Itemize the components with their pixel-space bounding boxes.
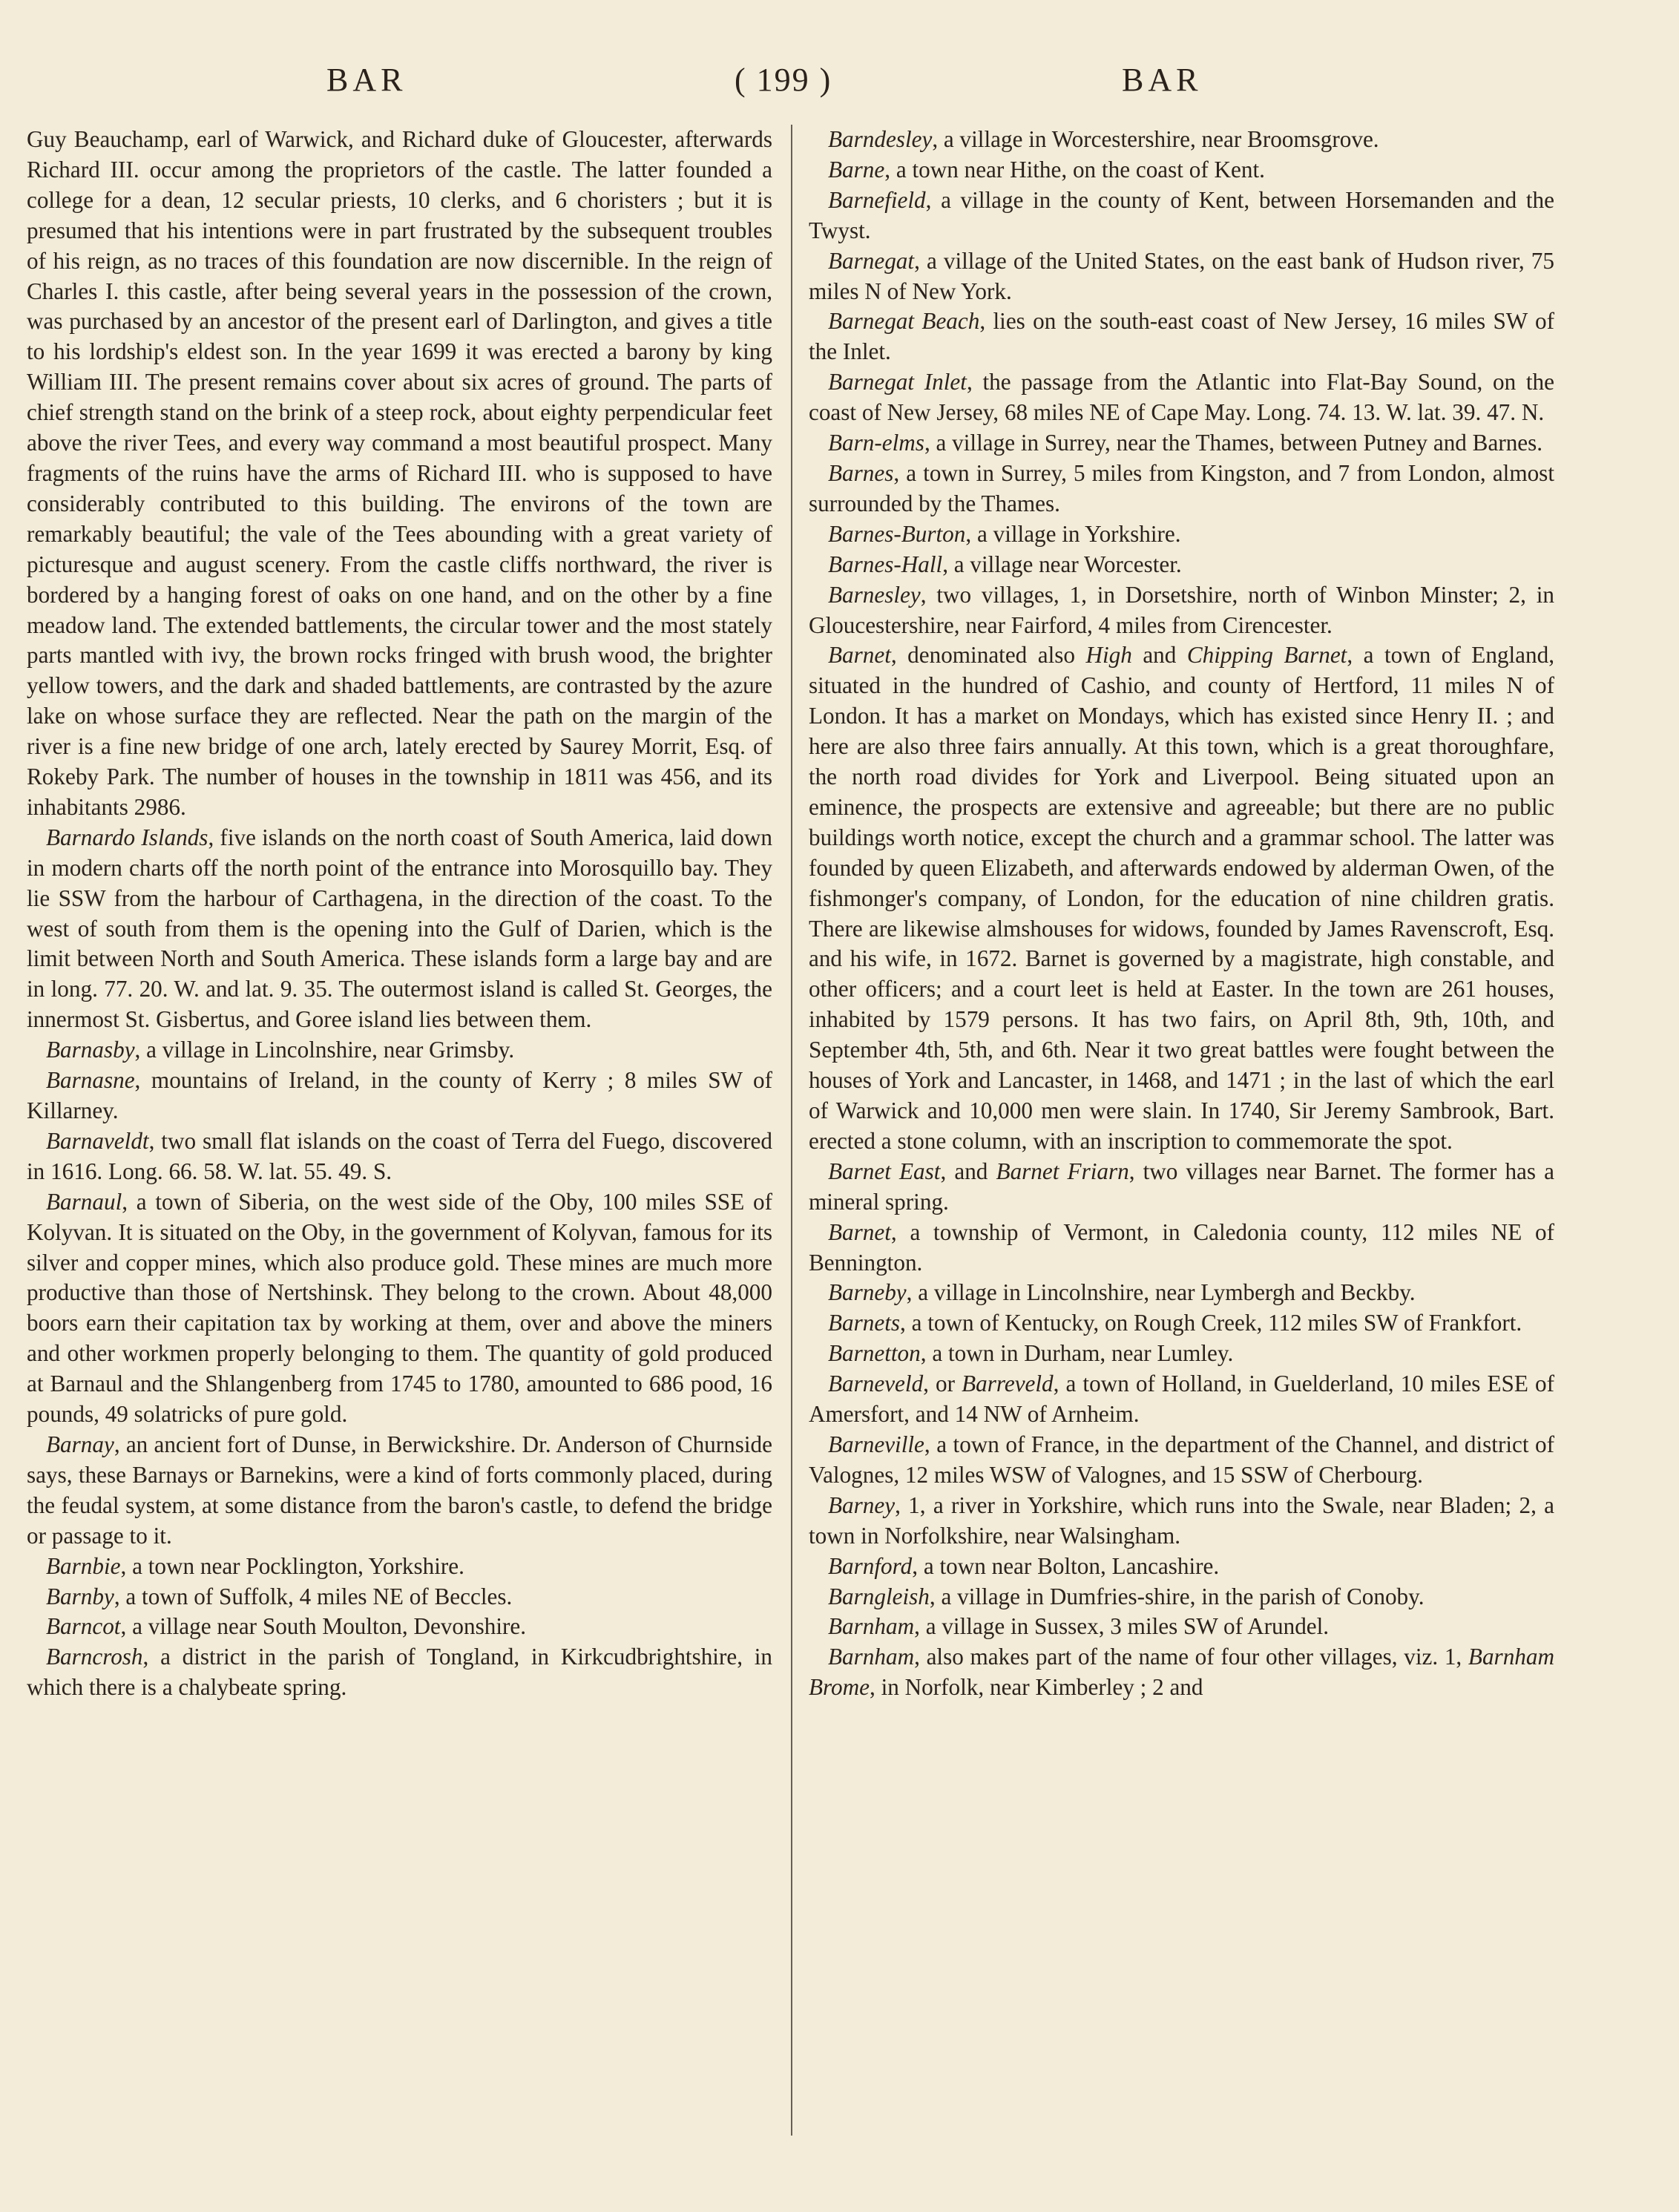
gazetteer-entry	[809, 459, 1554, 519]
column-divider	[791, 125, 792, 2136]
entry-term: Barnasby	[46, 1037, 135, 1063]
entry-term: Barnesley	[828, 581, 921, 608]
entry-text: , a village in Yorkshire.	[965, 520, 1181, 547]
entry-term: Barney	[828, 1491, 896, 1518]
entry-italic: Chipping Barnet	[1186, 642, 1347, 669]
running-head-left: BAR	[326, 62, 407, 98]
entry-text: , a town near Bolton, Lancashire.	[912, 1552, 1220, 1579]
entry-term: Barnegat Beach	[828, 308, 980, 335]
gazetteer-entry	[27, 1642, 772, 1703]
gazetteer-entry	[27, 1582, 772, 1612]
entry-text: , a town of Siberia, on the west side of the Oby, 100 miles SSE of Kolyvan. It is situated on the Oby, in the government of Kolyvan, famous for its silver and copper mines, which also produce gold. These mines are much more productive than those of Nertshinsk. They belong to the crown. About 48,000 boors earn their capitation tax by working at them, over and above the miners and other workmen properly belonging to them. The quantity of gold produced at Barnaul and the Shlangenberg from 1745 to 1780, amounted to 686 pood, 16 pounds, 49 solatricks of pure gold.	[27, 1188, 772, 1428]
running-head	[0, 61, 1679, 105]
entry-term: Barne	[828, 156, 885, 183]
entry-text: Guy Beauchamp, earl of Warwick, and Richard duke of Gloucester, afterwards Richard III. occur among the proprietors of the castle. The latter founded a college for a dean, 12 secular priests, 10 clerks, and 6 choristers ; but it is presumed that his intentions were in part frustrated by the subsequent troubles of his reign, as no traces of this foundation are now discernible. In the reign of Charles I. this castle, after being several years in the possession of the crown, was purchased by an ancestor of the present earl of Darlington, and gives a title to his lordship's eldest son. In the year 1699 it was erected a barony by king William III. The present remains cover about six acres of ground. The parts of chief strength stand on the brink of a steep rock, about eighty perpendicular feet above the river Tees, and every way command a most beautiful prospect. Many fragments of the ruins have the arms of Richard III. who is supposed to have considerably contributed to this building. The environs of the town are remarkably beautiful; the vale of the Tees abounding with a great variety of picturesque and august scenery. From the castle cliffs northward, the river is bordered by a hanging forest of oaks on one hand, and on the other by a fine meadow land. The extended battlements, the circular tower and the most stately parts mantled with ivy, the brown rocks fringed with brush wood, the brighter yellow towers, and the dark and shaded battlements, are contrasted by the azure lake on whose surface they are reflected. Near the path on the margin of the river is a fine new bridge of one arch, lately erected by Saurey Morrit, Esq. of Rokeby Park. The number of houses in the township in 1811 was 456, and its inhabitants 2986.	[27, 126, 772, 820]
entry-term: Barncrosh	[46, 1644, 143, 1670]
entry-term: Barnets	[828, 1310, 901, 1336]
entry-text: , a village in Dumfries-shire, in the parish of Conoby.	[929, 1583, 1425, 1609]
entry-term: Barncot	[46, 1613, 121, 1640]
gazetteer-entry	[809, 1369, 1554, 1430]
entry-text: , a town of Holland, in Guelderland, 10 miles ESE of Amersfort, and 14 NW of Arnheim.	[809, 1371, 1554, 1428]
gazetteer-entry	[809, 1157, 1554, 1218]
entry-term: Barnham	[828, 1644, 915, 1670]
gazetteer-entry	[809, 1218, 1554, 1279]
gazetteer-entry	[809, 580, 1554, 641]
entry-text: , a village in Lincolnshire, near Lymbergh and Beckby.	[906, 1279, 1416, 1306]
entry-term: Barneveld	[828, 1371, 924, 1397]
entry-term: Barneby	[828, 1279, 907, 1306]
gazetteer-entry	[809, 1308, 1554, 1339]
entry-text: , a village near South Moulton, Devonshire.	[120, 1613, 527, 1640]
gazetteer-entry	[809, 519, 1554, 550]
entry-term: Barnay	[46, 1431, 114, 1457]
gazetteer-entry	[809, 1582, 1554, 1612]
gazetteer-entry	[809, 155, 1554, 186]
entry-text: , a village in Surrey, near the Thames, between Putney and Barnes.	[924, 430, 1543, 456]
entry-italic: Barreveld	[962, 1371, 1054, 1397]
entry-term: Barnes-Burton	[828, 520, 966, 547]
entry-text: , the passage from the Atlantic into Flat-Bay Sound, on the coast of New Jersey, 68 miles NE of Cape May. Long. 74. 13. W. lat. 39. 47. N.	[809, 369, 1554, 426]
gazetteer-entry	[27, 1552, 772, 1582]
entry-text: , a town of Suffolk, 4 miles NE of Beccles.	[114, 1583, 513, 1609]
entry-text: , a town of France, in the department of the Channel, and district of Valognes, 12 miles WSW of Valognes, and 15 SSW of Cherbourg.	[809, 1431, 1554, 1488]
gazetteer-entry	[27, 1035, 772, 1066]
continued-paragraph	[27, 125, 772, 823]
gazetteer-entry	[809, 428, 1554, 459]
gazetteer-entry	[809, 1552, 1554, 1582]
gazetteer-entry	[809, 125, 1554, 155]
gazetteer-entry	[809, 1612, 1554, 1642]
entry-text: and	[1131, 642, 1187, 669]
entry-term: Barnegat	[828, 247, 915, 274]
gazetteer-entry	[27, 1126, 772, 1187]
gazetteer-entry	[809, 1642, 1554, 1703]
entry-text: , a town of England, situated in the hundred of Cashio, and county of Hertford, 11 miles N of London. It has a market on Mondays, which has existed since Henry II. ; and here are also three fairs annually. At this town, which is a great thoroughfare, the north road divides for York and Liverpool. Being situated upon an eminence, the prospects are extensive and agreeable; but there are no public buildings worth notice, except the church and a grammar school. The latter was founded by queen Elizabeth, and afterwards endowed by alderman Owen, of the fishmonger's company, of London, for the education of nine children gratis. There are likewise almshouses for widows, founded by James Ravenscroft, Esq. and his wife, in 1672. Barnet is governed by a magistrate, high constable, and other officers; and a court leet is held at Easter. In the town are 261 houses, inhabited by 1579 persons. It has two fairs, on April 8th, 9th, 10th, and September 4th, 5th, and 6th. Near it two great battles were fought between the houses of York and Lancaster, in 1468, and 1471 ; in the last of which the earl of Warwick and 10,000 men were slain. In 1740, Sir Jeremy Sambrook, Bart. erected a stone column, with an inscription to commemorate the spot.	[809, 642, 1554, 1154]
entry-text: , a village in Lincolnshire, near Grimsby.	[134, 1037, 515, 1063]
gazetteer-entry	[809, 1430, 1554, 1491]
entry-text: , two small flat islands on the coast of Terra del Fuego, discovered in 1616. Long. 66. 58. W. lat. 55. 49. S.	[27, 1127, 772, 1184]
gazetteer-entry	[809, 367, 1554, 428]
gazetteer-entry	[27, 823, 772, 1035]
entry-term: Barnasne	[46, 1067, 135, 1094]
entry-term: Barnford	[828, 1552, 913, 1579]
entry-text: , a village in Worcestershire, near Broomsgrove.	[932, 126, 1379, 152]
gazetteer-entry	[27, 1430, 772, 1552]
gazetteer-entry	[809, 186, 1554, 246]
right-column	[809, 125, 1554, 1703]
entry-italic: High	[1085, 642, 1132, 669]
entry-text: , a town near Hithe, on the coast of Kent.	[884, 156, 1265, 183]
entry-text: , two villages near Barnet. The former has a mineral spring.	[809, 1158, 1554, 1215]
entry-text: , two villages, 1, in Dorsetshire, north of Winbon Minster; 2, in Gloucestershire, near Fairford, 4 miles from Cirencester.	[809, 581, 1554, 638]
entry-text: , denominated also	[890, 642, 1086, 669]
entry-text: , a village near Worcester.	[942, 551, 1182, 577]
entry-text: , a town near Pocklington, Yorkshire.	[120, 1552, 464, 1579]
entry-text: , and	[940, 1158, 996, 1184]
left-column	[27, 125, 772, 1703]
entry-term: Barnaul	[46, 1188, 122, 1215]
entry-term: Barnby	[46, 1583, 114, 1609]
running-head-right: BAR	[1122, 62, 1203, 98]
entry-text: , also makes part of the name of four other villages, viz. 1,	[914, 1644, 1468, 1670]
entry-term: Barnegat Inlet	[828, 369, 967, 396]
entry-term: Barngleish	[828, 1583, 930, 1609]
entry-term: Barnaveldt	[46, 1127, 149, 1154]
entry-term: Barnbie	[46, 1552, 121, 1579]
entry-italic: Barnet Friarn	[996, 1158, 1129, 1184]
entry-text: , an ancient fort of Dunse, in Berwickshire. Dr. Anderson of Churnside says, these Barnays or Barnekins, were a kind of forts commonly placed, during the feudal system, at some distance from the baron's castle, to defend the bridge or passage to it.	[27, 1431, 772, 1549]
entry-text: , 1, a river in Yorkshire, which runs into the Swale, near Bladen; 2, a town in Norfolkshire, near Walsingham.	[809, 1491, 1554, 1549]
entry-text: , lies on the south-east coast of New Jersey, 16 miles SW of the Inlet.	[809, 308, 1554, 365]
gazetteer-entry	[809, 1339, 1554, 1369]
entry-term: Barnes-Hall	[828, 551, 943, 577]
entry-term: Barnet	[828, 1218, 891, 1245]
entry-term: Barnet	[828, 642, 891, 669]
page-number: ( 199 )	[735, 62, 832, 98]
gazetteer-entry	[809, 306, 1554, 367]
entry-text: , five islands on the north coast of South America, laid down in modern charts off the north point of the entrance into Morosquillo bay. They lie SSW from the harbour of Carthagena, in the direction of the coast. To the west of south from them is the opening into the Gulf of Darien, which is the limit between North and South America. These islands form a large bay and are in long. 77. 20. W. and lat. 9. 35. The outermost island is called St. Georges, the innermost St. Gisbertus, and Goree island lies between them.	[27, 824, 772, 1033]
entry-text: , a town in Durham, near Lumley.	[920, 1340, 1234, 1367]
gazetteer-entry	[27, 1187, 772, 1430]
entry-term: Barndesley	[828, 126, 933, 152]
entry-term: Barnes	[828, 459, 894, 486]
entry-term: Barnham	[828, 1613, 915, 1640]
entry-term: Barneville	[828, 1431, 924, 1457]
gazetteer-entry	[809, 246, 1554, 307]
entry-text: , a township of Vermont, in Caledonia county, 112 miles NE of Bennington.	[809, 1218, 1554, 1276]
entry-text: , a village in the county of Kent, between Horsemanden and the Twyst.	[809, 186, 1554, 243]
gazetteer-entry	[809, 1278, 1554, 1308]
gazetteer-entry	[27, 1066, 772, 1126]
entry-text: , mountains of Ireland, in the county of Kerry ; 8 miles SW of Killarney.	[27, 1067, 772, 1123]
entry-text: , a district in the parish of Tongland, in Kirkcudbrightshire, in which there is a chalybeate spring.	[27, 1644, 772, 1701]
entry-text: , a town of Kentucky, on Rough Creek, 112 miles SW of Frankfort.	[900, 1310, 1522, 1336]
entry-text: , or	[923, 1371, 962, 1397]
entry-text: , in Norfolk, near Kimberley ; 2 and	[870, 1674, 1203, 1701]
entry-italic: Barnham Brome	[809, 1644, 1554, 1701]
gazetteer-entry	[27, 1612, 772, 1642]
entry-term: Barnardo Islands	[46, 824, 208, 850]
entry-term: Barn-elms	[828, 430, 924, 456]
gazetteer-entry	[809, 640, 1554, 1156]
entry-term: Barnefield	[828, 186, 926, 213]
entry-text: , a town in Surrey, 5 miles from Kingston, and 7 from London, almost surrounded by the Thames.	[809, 459, 1554, 516]
gazetteer-entry	[809, 1491, 1554, 1552]
entry-text: , a village of the United States, on the east bank of Hudson river, 75 miles N of New York.	[809, 247, 1554, 304]
gazetteer-entry	[809, 550, 1554, 580]
entry-term: Barnetton	[828, 1340, 921, 1367]
entry-term: Barnet East	[828, 1158, 941, 1184]
entry-text: , a village in Sussex, 3 miles SW of Arundel.	[914, 1613, 1330, 1640]
